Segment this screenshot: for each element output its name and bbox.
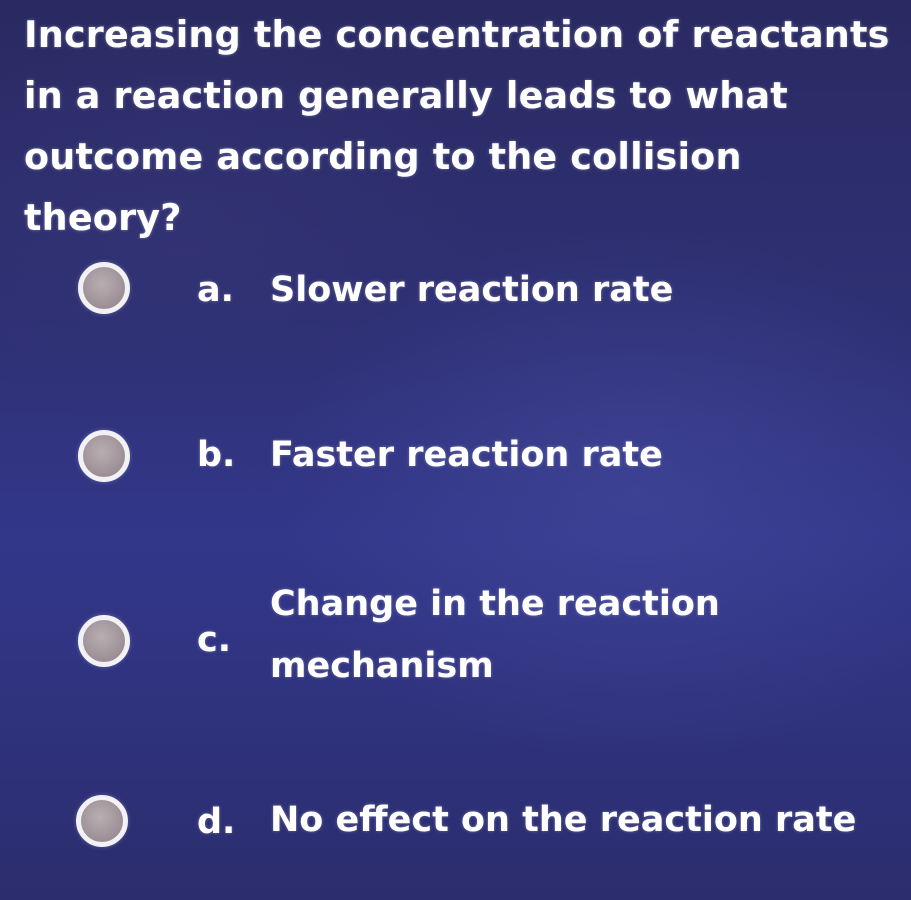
option-d-label: No effect on the reaction rate — [270, 800, 857, 840]
option-b-label: Faster reaction rate — [270, 435, 663, 475]
option-c-letter: c. — [197, 620, 232, 660]
option-c[interactable] — [0, 570, 911, 700]
radio-button-c[interactable] — [78, 615, 130, 667]
option-a-label: Slower reaction rate — [270, 270, 674, 310]
option-d-letter: d. — [197, 802, 236, 842]
option-a-letter: a. — [197, 270, 234, 310]
radio-button-a[interactable] — [78, 262, 130, 314]
radio-button-d[interactable] — [76, 795, 128, 847]
option-b-letter: b. — [197, 435, 236, 475]
option-d[interactable] — [0, 785, 911, 860]
option-b[interactable] — [0, 420, 911, 490]
option-a[interactable] — [0, 255, 911, 325]
question-text: Increasing the concentration of reactants in a reaction generally leads to what outcome according to the collision theory? — [24, 13, 890, 239]
radio-button-b[interactable] — [78, 430, 130, 482]
option-c-label: Change in the reaction mechanism — [270, 584, 720, 686]
